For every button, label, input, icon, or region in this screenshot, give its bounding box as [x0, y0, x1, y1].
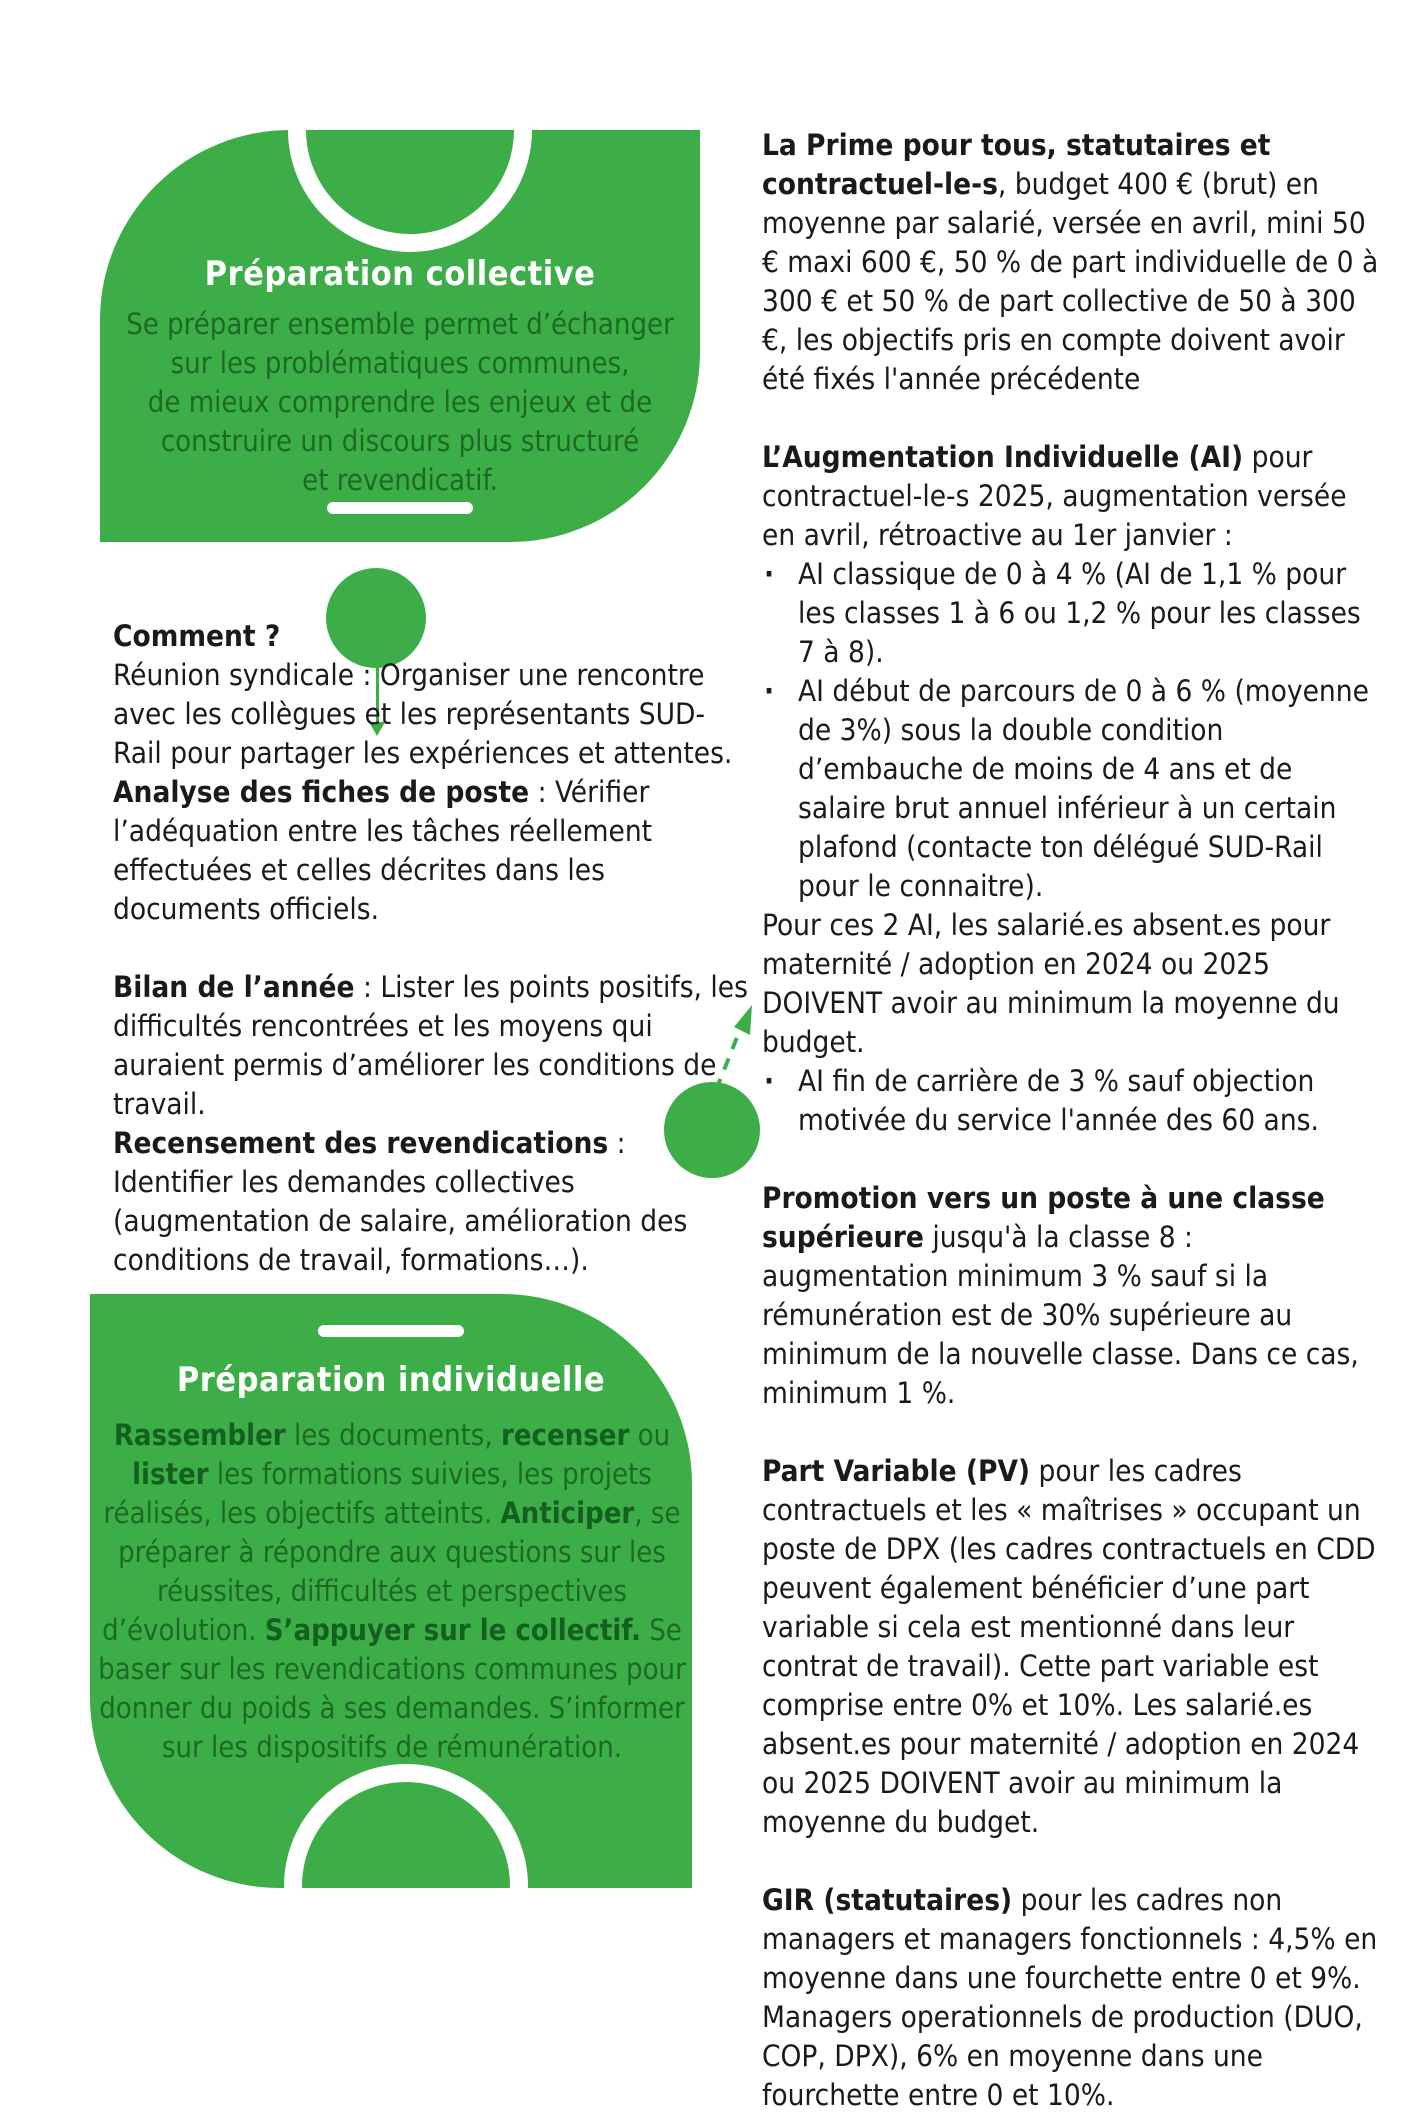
- individual-pill-decoration: [318, 1325, 464, 1337]
- ai-bullet-list-end: [762, 1062, 1384, 1140]
- recensement-label: Recensement des revendications: [113, 1126, 609, 1160]
- individual-body: [96, 1416, 688, 1767]
- prime-paragraph: [762, 126, 1384, 399]
- bilan-label: Bilan de l’année: [113, 970, 355, 1004]
- recensement-paragraph: [113, 1124, 753, 1280]
- promo-label: Promotion vers un poste à une classe supérieure: [762, 1181, 1325, 1254]
- ai-label: L’Augmentation Individuelle (AI): [762, 440, 1244, 474]
- right-column: [762, 126, 1384, 2115]
- individual-text-1: les documents,: [285, 1418, 501, 1452]
- individual-text-5: Se baser sur les revendications communes pour donner du poids à ses demandes. S’informer sur les dispositifs de rémunération.: [98, 1613, 686, 1764]
- gir-paragraph: [762, 1881, 1384, 2115]
- analyse-text: : Vérifier l’adéquation entre les tâches réellement effectuées et celles décrites dans les documents officiels.: [113, 775, 653, 926]
- comment-heading: Comment ?: [113, 619, 281, 653]
- prime-label: La Prime pour tous, statutaires et contractuel-le-s: [762, 128, 1271, 201]
- reunion-text: : Organiser une rencontre avec les collègues et les représentants SUD-Rail pour partager les expériences et attentes.: [113, 658, 733, 770]
- collective-line-1: Se préparer ensemble permet d’échanger: [126, 307, 674, 341]
- individual-bold-4: Anticiper: [500, 1496, 635, 1530]
- individual-bold-1: Rassembler: [113, 1418, 286, 1452]
- collective-line-2: sur les problématiques communes,: [170, 346, 630, 380]
- collective-line-5: et revendicatif.: [302, 463, 498, 497]
- individual-text-2: ou: [629, 1418, 671, 1452]
- pv-label: Part Variable (PV): [762, 1454, 1031, 1488]
- comment-section: [113, 617, 753, 1280]
- ai-bullet-classique: · AI classique de 0 à 4 % (AI de 1,1 % pour les classes 1 à 6 ou 1,2 % pour les classes 7 à 8).: [762, 555, 1384, 672]
- collective-line-3: de mieux comprendre les enjeux et de: [147, 385, 653, 419]
- ai-bullet-debut: · AI début de parcours de 0 à 6 % (moyenne de 3%) sous la double condition d’embauche de moins de 4 ans et de salaire brut annuel inférieur à un certain plafond (contacte ton délégué SUD-Rail pour le connaitre).: [762, 672, 1384, 906]
- collective-ring-decoration: [288, 8, 532, 252]
- analyse-label: Analyse des fiches de poste: [113, 775, 530, 809]
- gir-label: GIR (statutaires): [762, 1883, 1013, 1917]
- promo-text: jusqu'à la classe 8 : augmentation minimum 3 % sauf si la rémunération est de 30% supérieure au minimum de la nouvelle classe. Dans ce cas, minimum 1 %.: [762, 1220, 1359, 1410]
- ai-paragraph: [762, 438, 1384, 555]
- individual-bold-5: S’appuyer sur le collectif.: [264, 1613, 641, 1647]
- reunion-label: Réunion syndicale: [113, 658, 355, 692]
- ai-text: pour contractuel-le-s 2025, augmentation versée en avril, rétroactive au 1er janvier :: [762, 440, 1347, 552]
- individual-title: Préparation individuelle: [176, 1360, 606, 1400]
- gir-text: pour les cadres non managers et managers fonctionnels : 4,5% en moyenne dans une fourchette entre 0 et 9%. Managers operationnels de production (DUO, COP, DPX), 6% en moyenne dans une fourchette entre 0 et 10%.: [762, 1883, 1378, 2112]
- reunion-paragraph: [113, 656, 753, 773]
- collective-body: [100, 305, 700, 500]
- recensement-text: : Identifier les demandes collectives (augmentation de salaire, amélioration des conditions de travail, formations…).: [113, 1126, 688, 1277]
- ai-bullet-fin-carriere: · AI fin de carrière de 3 % sauf objection motivée du service l'année des 60 ans.: [762, 1062, 1384, 1140]
- individual-text-4: , se préparer à répondre aux questions sur les réussites, difficultés et perspectives d’évolution.: [102, 1496, 681, 1647]
- collective-line-4: construire un discours plus structuré: [160, 424, 640, 458]
- individual-ring-decoration: [284, 1764, 528, 2008]
- ai-note: Pour ces 2 AI, les salarié.es absent.es pour maternité / adoption en 2024 ou 2025 DOIVENT avoir au minimum la moyenne du budget.: [762, 908, 1340, 1059]
- pv-text: pour les cadres contractuels et les « maîtrises » occupant un poste de DPX (les cadres contractuels en CDD peuvent également bénéficier d’une part variable si cela est mentionné dans leur contrat de travail). Cette part variable est comprise entre 0% et 10%. Les salarié.es absent.es pour maternité / adoption en 2024 ou 2025 DOIVENT avoir au minimum la moyenne du budget.: [762, 1454, 1376, 1839]
- prime-text: , budget 400 € (brut) en moyenne par salarié, versée en avril, mini 50 € maxi 600 €, 50 % de part individuelle de 0 à 300 € et 50 % de part collective de 50 à 300 €, les objectifs pris en compte doivent avoir été fixés l'année précédente: [762, 167, 1379, 396]
- individual-bold-3: lister: [132, 1457, 209, 1491]
- collective-pill-decoration: [327, 502, 473, 514]
- collective-title: Préparation collective: [204, 254, 596, 294]
- pv-paragraph: [762, 1452, 1384, 1842]
- individual-bold-2: recenser: [500, 1418, 630, 1452]
- bilan-text: : Lister les points positifs, les difficultés rencontrées et les moyens qui auraient permis d’améliorer les conditions de travail.: [113, 970, 748, 1121]
- individual-text-3: les formations suivies, les projets réalisés, les objectifs atteints.: [103, 1457, 652, 1530]
- bilan-paragraph: [113, 968, 753, 1124]
- ai-bullet-list: [762, 555, 1384, 906]
- promo-paragraph: [762, 1179, 1384, 1413]
- analyse-paragraph: [113, 773, 753, 929]
